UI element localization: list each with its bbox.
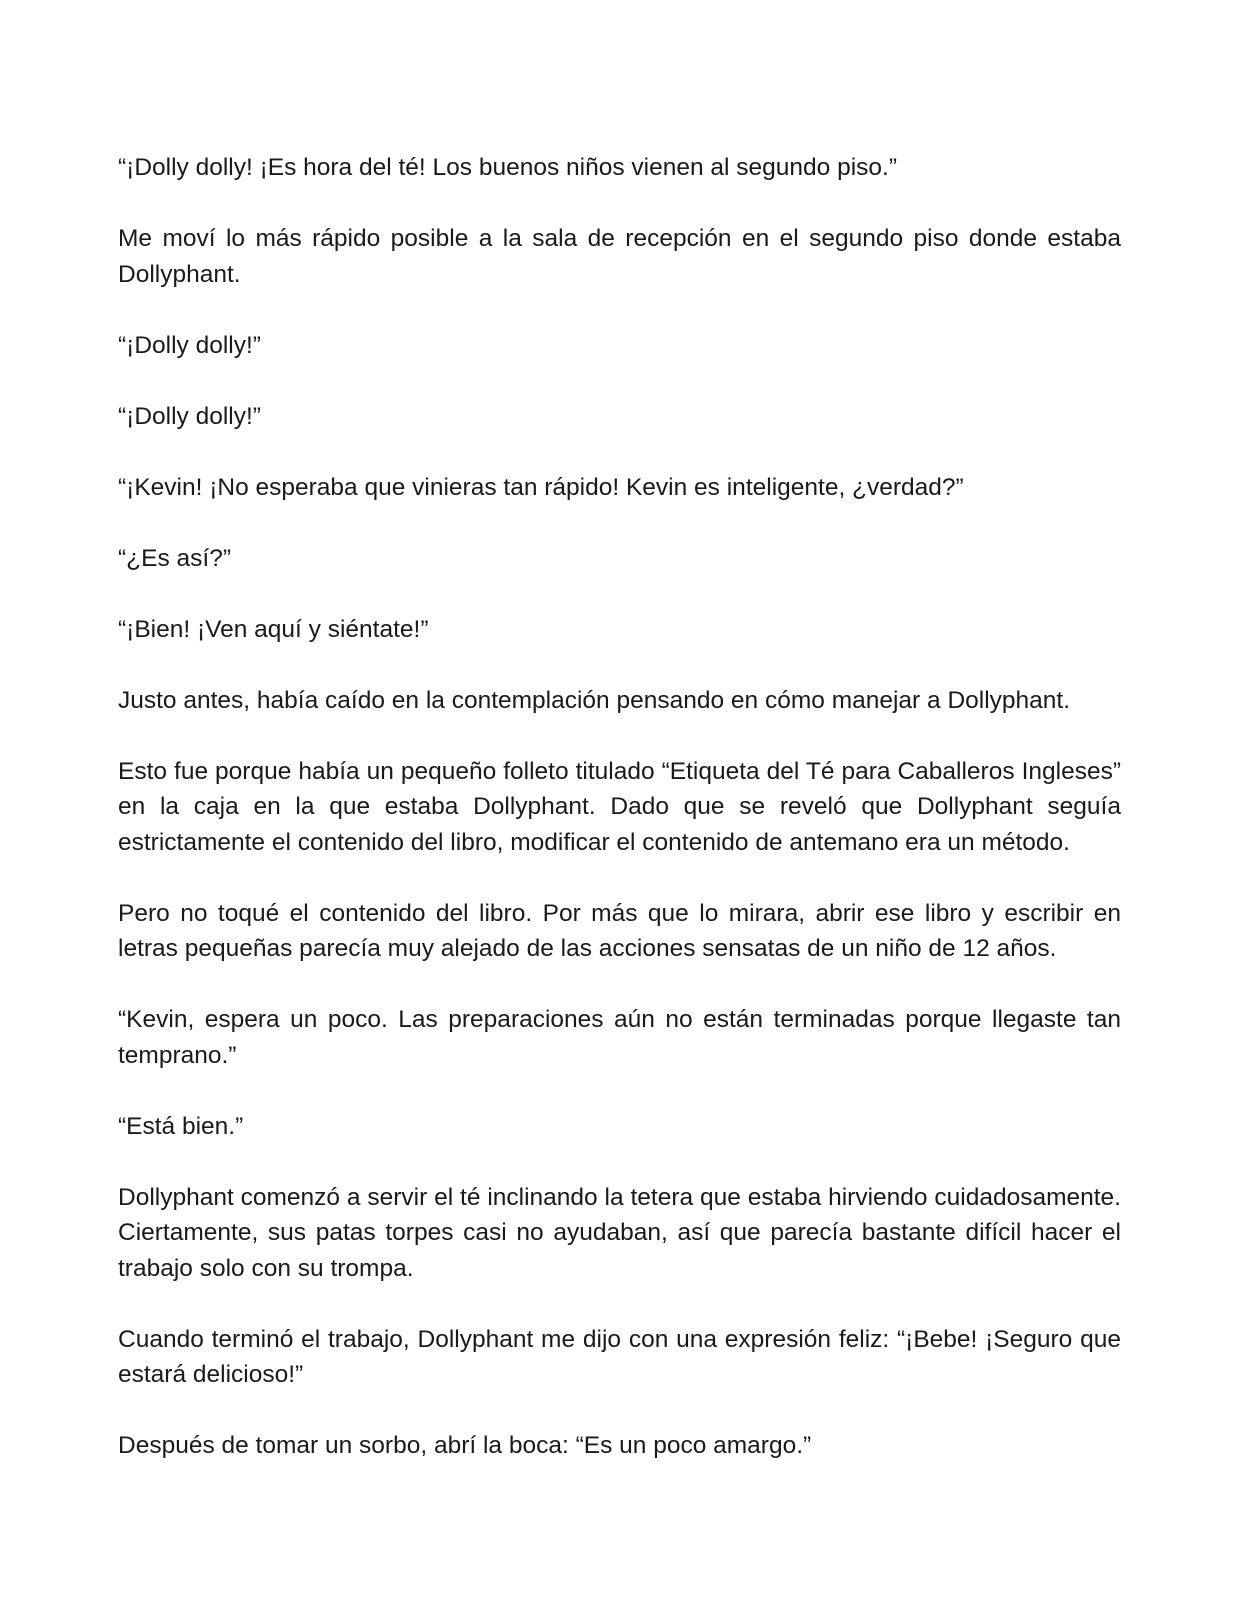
paragraph-6: “¿Es así?” (118, 544, 231, 572)
paragraph-11: “Kevin, espera un poco. Las preparaciones aún no están terminadas porque llegaste tan temprano.” (118, 1006, 1121, 1069)
paragraph-13: Dollyphant comenzó a servir el té inclinando la tetera que estaba hirviendo cuidadosamente. Ciertamente, sus patas torpes casi no ayudaban, así que parecía bastante difícil hacer el trabajo solo con su trompa. (118, 1183, 1121, 1282)
paragraph-10: Pero no toqué el contenido del libro. Por más que lo mirara, abrir ese libro y escribir en letras pequeñas parecía muy alejado de las acciones sensatas de un niño de 12 años. (118, 899, 1121, 962)
paragraph-4: “¡Dolly dolly!” (118, 402, 261, 430)
paragraph-12: “Está bien.” (118, 1112, 244, 1140)
paragraph-8: Justo antes, había caído en la contemplación pensando en cómo manejar a Dollyphant. (118, 686, 1071, 714)
paragraph-9: Esto fue porque había un pequeño folleto titulado “Etiqueta del Té para Caballeros Ingleses” en la caja en la que estaba Dollyphant. Dado que se reveló que Dollyphant seguía estrictamente el contenido del libro, modificar el contenido de antemano era un método. (118, 757, 1121, 856)
paragraph-3: “¡Dolly dolly!” (118, 331, 261, 359)
document-page (118, 150, 1121, 1499)
paragraph-15: Después de tomar un sorbo, abrí la boca: “Es un poco amargo.” (118, 1432, 812, 1459)
paragraph-14: Cuando terminó el trabajo, Dollyphant me dijo con una expresión feliz: “¡Bebe! ¡Seguro que estará delicioso!” (118, 1325, 1121, 1388)
paragraph-2: Me moví lo más rápido posible a la sala de recepción en el segundo piso donde estaba Dollyphant. (118, 225, 1121, 288)
paragraph-7: “¡Bien! ¡Ven aquí y siéntate!” (118, 615, 429, 643)
paragraph-1: “¡Dolly dolly! ¡Es hora del té! Los buenos niños vienen al segundo piso.” (118, 154, 897, 181)
paragraph-5: “¡Kevin! ¡No esperaba que vinieras tan rápido! Kevin es inteligente, ¿verdad?” (118, 473, 964, 501)
